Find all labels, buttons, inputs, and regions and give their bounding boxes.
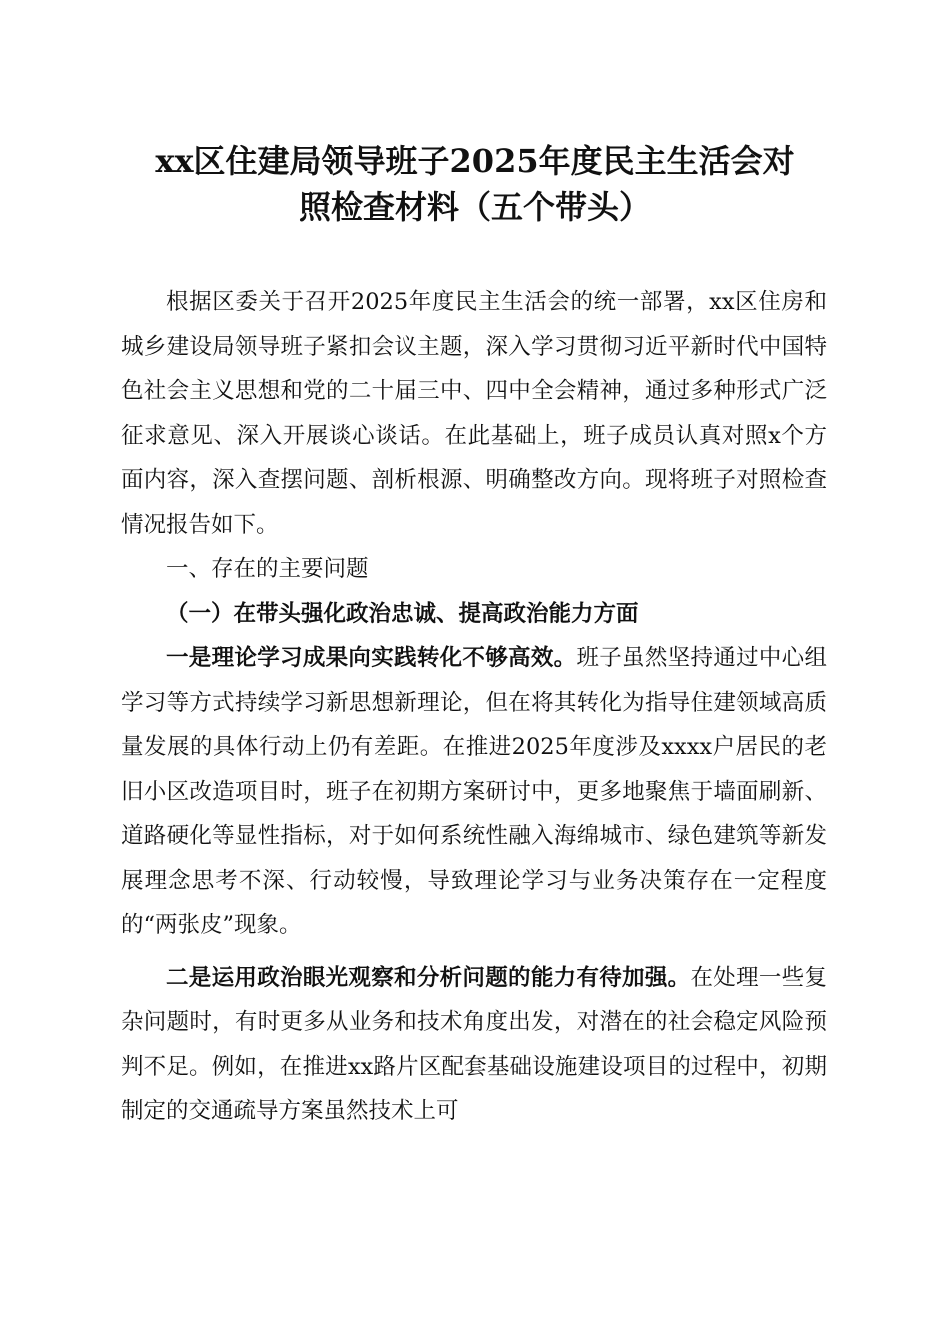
title-line-2: 照检查材料（五个带头） — [298, 188, 651, 226]
section-heading: 一、存在的主要问题 — [166, 556, 369, 582]
document-title — [100, 138, 850, 230]
document-body — [121, 280, 827, 1134]
title-line-1: xx区住建局领导班子2025年度民主生活会对 — [155, 142, 795, 180]
paragraph-2-body: 在处理一些复杂问题时，有时更多从业务和技术角度出发，对潜在的社会稳定风险预判不足。例如，在推进xx路片区配套基础设施建设项目的过程中，初期制定的交通疏导方案虽然技术上可 — [121, 964, 827, 1124]
paragraph-2 — [121, 956, 827, 1134]
paragraph-2-lead: 二是运用政治眼光观察和分析问题的能力有待加强。 — [166, 964, 691, 991]
paragraph-gap — [121, 948, 827, 956]
subsection-heading: （一）在带头强化政治忠诚、提高政治能力方面 — [166, 600, 639, 627]
paragraph-1-body: 班子虽然坚持通过中心组学习等方式持续学习新思想新理论，但在将其转化为指导住建领域高质量发展的具体行动上仍有差距。在推进2025年度涉及xxxx户居民的老旧小区改造项目时，班子在初期方案研讨中，更多地聚焦于墙面刷新、道路硬化等显性指标，对于如何系统性融入海绵城市、绿色建筑等新发展理念思考不深、行动较慢，导致理论学习与业务决策存在一定程度的“两张皮”现象。 — [121, 645, 827, 938]
intro-paragraph: 根据区委关于召开2025年度民主生活会的统一部署，xx区住房和城乡建设局领导班子紧扣会议主题，深入学习贯彻习近平新时代中国特色社会主义思想和党的二十届三中、四中全会精神，通过多种形式广泛征求意见、深入开展谈心谈话。在此基础上，班子成员认真对照x个方面内容，深入查摆问题、剖析根源、明确整改方向。现将班子对照检查情况报告如下。 — [121, 289, 827, 538]
paragraph-1 — [121, 636, 827, 948]
paragraph-1-lead: 一是理论学习成果向实践转化不够高效。 — [166, 645, 577, 671]
